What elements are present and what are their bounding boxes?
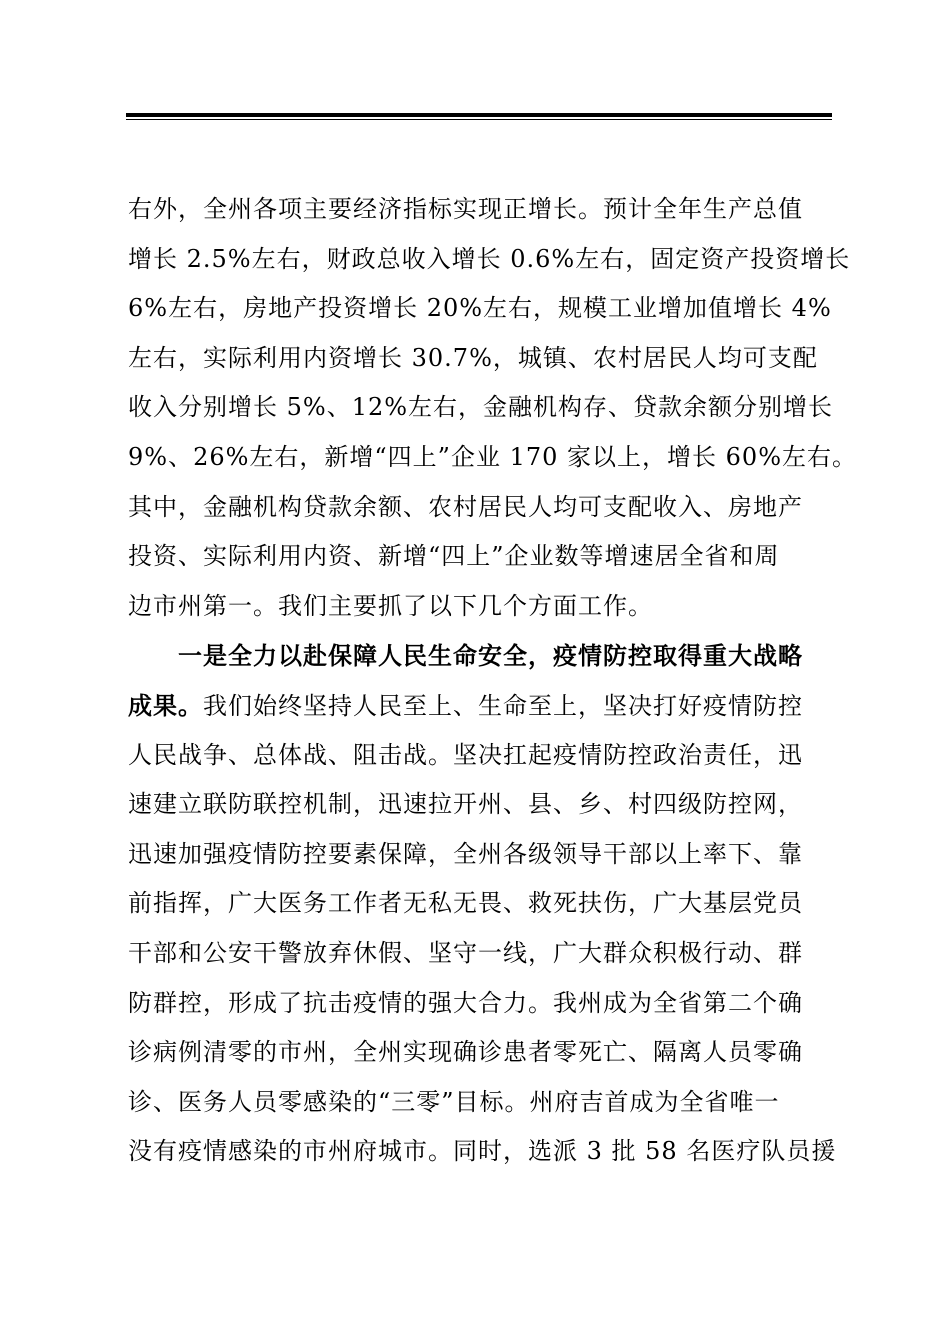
document-body <box>128 185 857 1177</box>
text-line: 右外，全州各项主要经济指标实现正增长。预计全年生产总值 <box>128 195 803 223</box>
paragraph-text: 我们始终坚持人民至上、生命至上，坚决打好疫情防控 <box>203 691 803 720</box>
text-line-mixed <box>128 681 838 731</box>
text-line: 9%、26%左右，新增“四上”企业 170 家以上，增长 60%左右。 <box>128 442 857 471</box>
section-heading-line: 一是全力以赴保障人民生命安全，疫情防控取得重大战略 <box>178 641 803 671</box>
text-line: 速建立联防联控机制，迅速拉开州、县、乡、村四级防控网， <box>128 790 803 819</box>
text-line: 没有疫情感染的市州府城市。同时，选派 3 批 58 名医疗队员援 <box>128 1137 837 1166</box>
text-line: 前指挥，广大医务工作者无私无畏、救死扶伤，广大基层党员 <box>128 889 803 918</box>
text-line: 诊、医务人员零感染的“三零”目标。州府吉首成为全省唯一 <box>128 1087 780 1116</box>
text-line: 6%左右，房地产投资增长 20%左右，规模工业增加值增长 4% <box>128 294 832 323</box>
text-line: 其中，金融机构贷款余额、农村居民人均可支配收入、房地产 <box>128 492 803 521</box>
text-line: 收入分别增长 5%、12%左右，金融机构存、贷款余额分别增长 <box>128 393 834 422</box>
text-line: 投资、实际利用内资、新增“四上”企业数等增速居全省和周 <box>128 542 780 571</box>
text-line: 左右，实际利用内资增长 30.7%，城镇、农村居民人均可支配 <box>128 343 818 372</box>
text-line: 诊病例清零的市州，全州实现确诊患者零死亡、隔离人员零确 <box>128 1038 803 1067</box>
header-rule-thick <box>126 113 832 117</box>
text-line: 增长 2.5%左右，财政总收入增长 0.6%左右，固定资产投资增长 <box>128 244 851 273</box>
text-line: 边市州第一。我们主要抓了以下几个方面工作。 <box>128 591 653 620</box>
header-rule-thin <box>126 119 832 120</box>
section-heading-tail: 成果。 <box>128 690 203 720</box>
text-line: 人民战争、总体战、阻击战。坚决扛起疫情防控政治责任，迅 <box>128 740 803 769</box>
text-line: 防群控，形成了抗击疫情的强大合力。我州成为全省第二个确 <box>128 988 803 1017</box>
text-line: 干部和公安干警放弃休假、坚守一线，广大群众积极行动、群 <box>128 938 803 967</box>
text-line: 迅速加强疫情防控要素保障，全州各级领导干部以上率下、靠 <box>128 839 803 868</box>
